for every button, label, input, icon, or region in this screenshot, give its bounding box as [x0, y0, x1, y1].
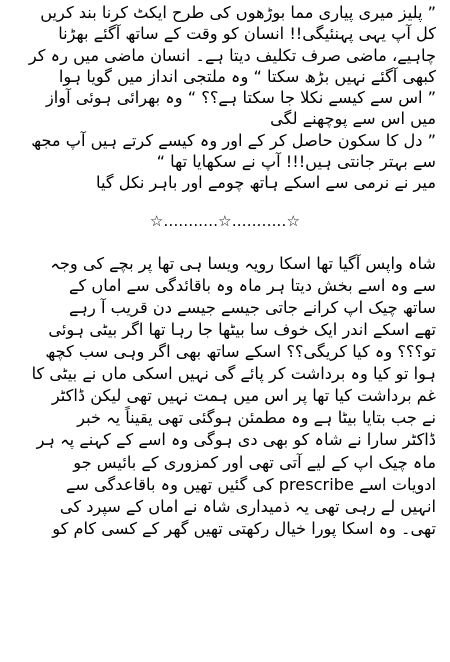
text-line: میر نے نرمی سے اسکے ہاتھ چومے اور باہر نکل گیا [96, 173, 436, 193]
text-line: غم برداشت کیا تھا پر اس میں ہمت نہیں تھی لیکن ڈاکٹر [51, 386, 436, 406]
dialogue-paragraph [14, 2, 436, 194]
text-line: ” پلیز میری پیاری مما بوڑھوں کی طرح ایکٹ کرنا بند کریں [40, 3, 436, 22]
narrative-paragraph [14, 253, 436, 540]
text-line: شاہ واپس آگیا تھا اسکا رویہ ویسا ہی تھا پر بچے کی وجہ [50, 253, 436, 273]
text-line: تھی۔ وہ اسکا پورا خیال رکھتی تھیں گھر کے کسی کام کو [52, 518, 436, 538]
text-line: سے وہ اسے بخش دیتا ہر ماہ وہ باقائدگی سے اماں کے [69, 275, 436, 295]
text-line: ” اس سے کیسے نکلا جا سکتا ہے؟؟ “ وہ بھرائی ہوئی آواز [45, 88, 436, 108]
scene-separator: ☆...........☆...........☆ [149, 211, 301, 230]
text-line: ساتھ چیک اپ کرانے جاتی جیسے جیسے دن قریب آ رہے [69, 297, 436, 317]
text-line: کل آپ یہی پہنئیگی!! انسان کو وقت کے ساتھ آگئے بھڑنا [58, 24, 436, 44]
text-line: ڈاکٹر سارا نے شاہ کو بھی دی ہوگی وہ اسے کے کہنے پہ ہر [36, 430, 436, 450]
text-line: کبھی آگئے نہیں بڑھ سکتا “ وہ ملتجی انداز میں گویا ہوا [58, 66, 436, 86]
text-line: سے بہتر جانتی ہیں!!! آپ نے سکھایا تھا “ [156, 152, 436, 172]
text-line: نے جب بتایا بیٹا ہے وہ مطمئن ہوگئی تھی یقیناً یہ خبر [77, 408, 436, 428]
text-line: ہوا تو کیا وہ برداشت کر پائے گی نہیں اسکی ماں نے بیٹی کا [31, 364, 436, 384]
text-line: چاہیے، ماضی صرف تکلیف دیتا ہے۔ انسان ماضی میں رہ کر [28, 45, 436, 65]
text-line: انہیں لے رہی تھی یہ ذمیداری شاہ نے اماں کے سپرد کی [59, 496, 436, 516]
text-line: ماہ چیک اپ کے لیے آتی تھی اور کمزوری کے بائیس جو [73, 452, 436, 472]
text-line: ” دل کا سکون حاصل کر کے اور وہ کیسے کرتے ہیں آپ مجھ [31, 130, 436, 150]
text-line: تھے اسکے اندر ایک خوف سا بیٹھا جا رہا تھا اگر بیٹی ہوئی [48, 319, 436, 339]
text-line: ادویات اسے prescribe کی گئیں تھیں وہ باقاعدگی سے [65, 474, 436, 494]
text-line: تو؟؟؟ وہ کیا کریگی؟؟ اسکے ساتھ بھی اگر وہی سب کچھ [45, 342, 436, 362]
spacer [14, 232, 436, 253]
spacer [14, 194, 436, 211]
text-line: میں اس سے پوچھنے لگی [270, 109, 436, 129]
